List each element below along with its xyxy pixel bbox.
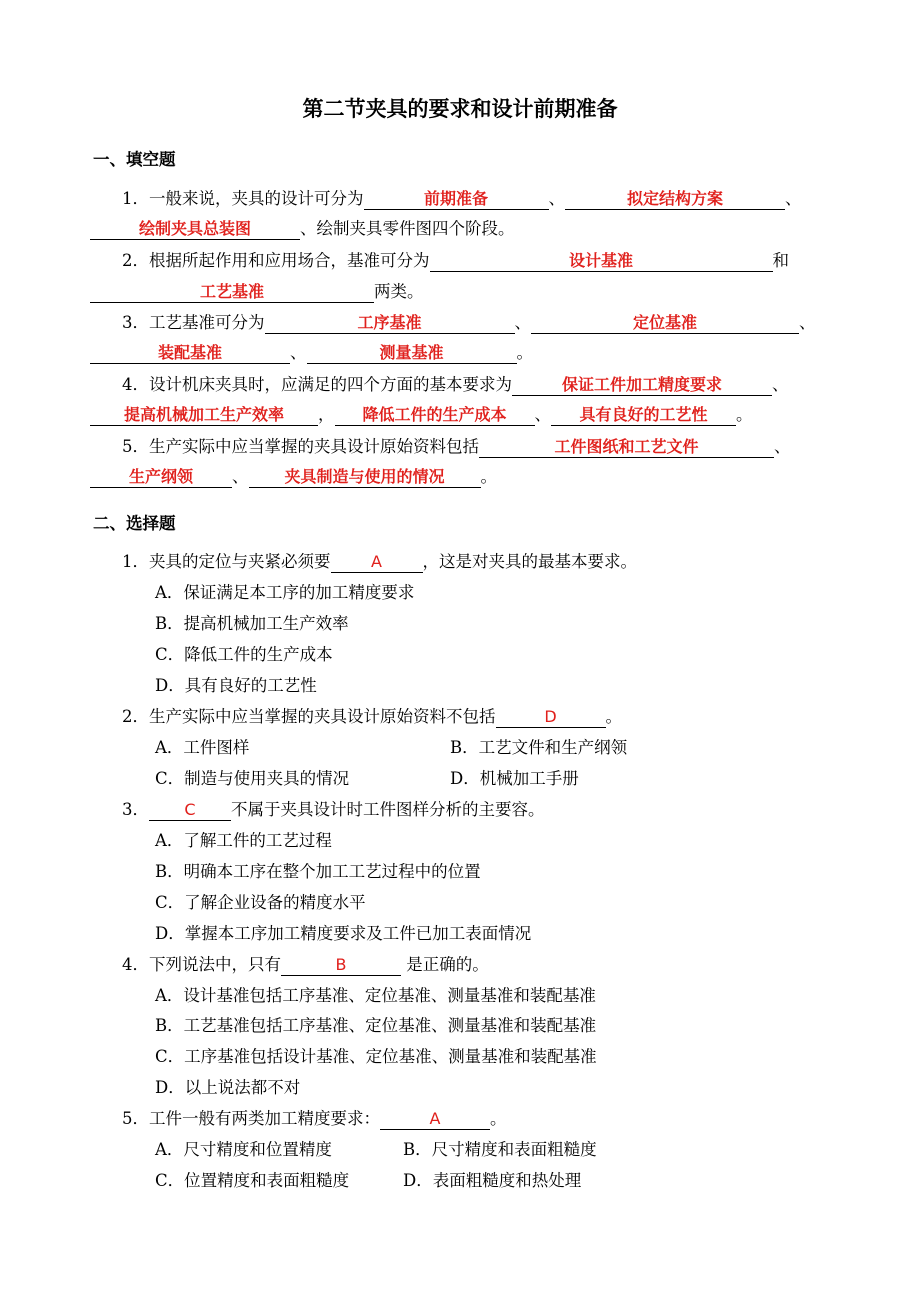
option-a: A．尺寸精度和位置精度 (155, 1140, 332, 1159)
answer-text: A (371, 552, 382, 571)
fill-question-5 (122, 436, 791, 458)
answer-text: 设计基准 (568, 251, 633, 270)
answer-text: 降低工件的生产成本 (362, 405, 507, 424)
question-text: 不属于夹具设计时工件图样分析的主要容。 (231, 800, 545, 819)
answer-text: B (335, 955, 347, 974)
fill-question-3-cont (90, 342, 533, 364)
fill-question-1-cont (90, 218, 515, 240)
answer-blank (149, 800, 231, 821)
question-text: 。 (480, 467, 497, 486)
answer-blank (380, 1109, 490, 1130)
answer-text: 生产纲领 (128, 467, 193, 486)
question-number: 4． (122, 955, 149, 974)
separator: ， (318, 405, 335, 424)
option-c: C．了解企业设备的精度水平 (155, 893, 366, 912)
answer-blank (90, 219, 300, 240)
answer-text: 夹具制造与使用的情况 (284, 467, 445, 486)
option-d: D．机械加工手册 (450, 769, 579, 788)
separator: 、 (232, 467, 249, 486)
option-c: C．降低工件的生产成本 (155, 645, 333, 664)
answer-text: 绘制夹具总装图 (138, 219, 251, 238)
answer-text: 工艺基准 (199, 282, 264, 301)
question-text: 两类。 (374, 282, 424, 301)
option-d: D．表面粗糙度和热处理 (403, 1171, 582, 1190)
answer-text: 装配基准 (157, 343, 222, 362)
answer-blank (265, 313, 515, 334)
answer-text: 工序基准 (357, 313, 422, 332)
answer-blank (281, 955, 401, 976)
option-b: B．提高机械加工生产效率 (155, 614, 349, 633)
answer-blank (496, 707, 606, 728)
question-text: 。 (736, 405, 753, 424)
choice-question-2 (122, 706, 622, 728)
answer-blank (90, 405, 318, 426)
answer-blank (90, 467, 232, 488)
option-a: A．保证满足本工序的加工精度要求 (155, 583, 415, 602)
question-number: 1． (122, 552, 149, 571)
question-text: 设计机床夹具时，应满足的四个方面的基本要求为 (149, 375, 512, 394)
answer-text: C (184, 800, 196, 819)
question-number: 2． (122, 707, 149, 726)
answer-blank (90, 282, 374, 303)
answer-blank (249, 467, 481, 488)
separator: 、 (785, 189, 802, 208)
option-a: A．设计基准包括工序基准、定位基准、测量基准和装配基准 (155, 986, 596, 1005)
choice-question-1 (122, 551, 637, 573)
answer-blank (335, 405, 535, 426)
answer-blank (331, 552, 423, 573)
question-text: 生产实际中应当掌握的夹具设计原始资料不包括 (149, 707, 496, 726)
question-text: 。 (605, 707, 622, 726)
option-b: B．明确本工序在整个加工工艺过程中的位置 (155, 862, 481, 881)
separator: 、 (534, 405, 551, 424)
choice-question-4 (122, 954, 489, 976)
answer-blank (531, 313, 799, 334)
question-text: 工艺基准可分为 (149, 313, 265, 332)
option-c: C．工序基准包括设计基准、定位基准、测量基准和装配基准 (155, 1047, 597, 1066)
question-text: 夹具的定位与夹紧必须要 (149, 552, 331, 571)
answer-blank (479, 437, 774, 458)
option-d: D．掌握本工序加工精度要求及工件已加工表面情况 (155, 924, 532, 943)
separator: 、 (548, 189, 565, 208)
answer-blank (364, 189, 549, 210)
question-text: 一般来说，夹具的设计可分为 (149, 189, 364, 208)
question-text: 、绘制夹具零件图四个阶段。 (300, 219, 515, 238)
separator: 、 (514, 313, 531, 332)
question-number: 3． (122, 313, 149, 332)
question-text: 下列说法中，只有 (149, 955, 281, 974)
question-number: 5． (122, 437, 149, 456)
fill-question-4 (122, 374, 789, 396)
answer-text: 具有良好的工艺性 (579, 405, 708, 424)
choice-question-3 (122, 799, 545, 821)
section-heading-fill-in: 一、填空题 (93, 150, 176, 169)
question-text: 。 (490, 1109, 507, 1128)
option-b: B．工艺基准包括工序基准、定位基准、测量基准和装配基准 (155, 1016, 597, 1035)
separator: 、 (772, 375, 789, 394)
separator: 、 (290, 343, 307, 362)
question-text: 生产实际中应当掌握的夹具设计原始资料包括 (149, 437, 479, 456)
option-b: B．尺寸精度和表面粗糙度 (403, 1140, 597, 1159)
fill-question-1 (122, 188, 802, 210)
option-d: D．以上说法都不对 (155, 1078, 301, 1097)
connector-text: 和 (772, 251, 789, 270)
answer-blank (307, 343, 517, 364)
choice-question-5 (122, 1108, 507, 1130)
question-number: 4． (122, 375, 149, 394)
fill-question-5-cont (90, 466, 497, 488)
answer-text: 保证工件加工精度要求 (561, 375, 722, 394)
question-text: 根据所起作用和应用场合，基准可分为 (149, 251, 430, 270)
answer-text: 工件图纸和工艺文件 (554, 437, 699, 456)
answer-blank (90, 343, 290, 364)
option-d: D．具有良好的工艺性 (155, 676, 317, 695)
question-number: 3． (122, 800, 149, 819)
question-text: 工件一般有两类加工精度要求： (149, 1109, 380, 1128)
separator: 、 (774, 437, 791, 456)
answer-text: 前期准备 (423, 189, 488, 208)
answer-blank (430, 251, 773, 272)
option-c: C．位置精度和表面粗糙度 (155, 1171, 350, 1190)
answer-text: A (429, 1109, 441, 1128)
answer-text: 测量基准 (379, 343, 444, 362)
answer-blank (512, 375, 772, 396)
question-text: 是正确的。 (401, 955, 489, 974)
separator: 、 (799, 313, 816, 332)
fill-question-2 (122, 250, 789, 272)
answer-text: 定位基准 (632, 313, 697, 332)
answer-text: 提高机械加工生产效率 (123, 405, 284, 424)
option-a: A．了解工件的工艺过程 (155, 831, 332, 850)
answer-text: D (544, 707, 557, 726)
answer-blank (551, 405, 736, 426)
question-number: 5． (122, 1109, 149, 1128)
option-a: A．工件图样 (155, 738, 250, 757)
question-number: 1． (122, 189, 149, 208)
question-text: 。 (516, 343, 533, 362)
fill-question-3 (122, 312, 816, 334)
answer-blank (565, 189, 785, 210)
option-b: B．工艺文件和生产纲领 (450, 738, 628, 757)
answer-text: 拟定结构方案 (626, 189, 723, 208)
question-text: ，这是对夹具的最基本要求。 (422, 552, 637, 571)
fill-question-2-cont (90, 281, 424, 303)
question-number: 2． (122, 251, 149, 270)
fill-question-4-cont (90, 404, 753, 426)
page-title: 第二节夹具的要求和设计前期准备 (302, 97, 618, 121)
option-c: C．制造与使用夹具的情况 (155, 769, 350, 788)
section-heading-multiple-choice: 二、选择题 (93, 514, 176, 533)
